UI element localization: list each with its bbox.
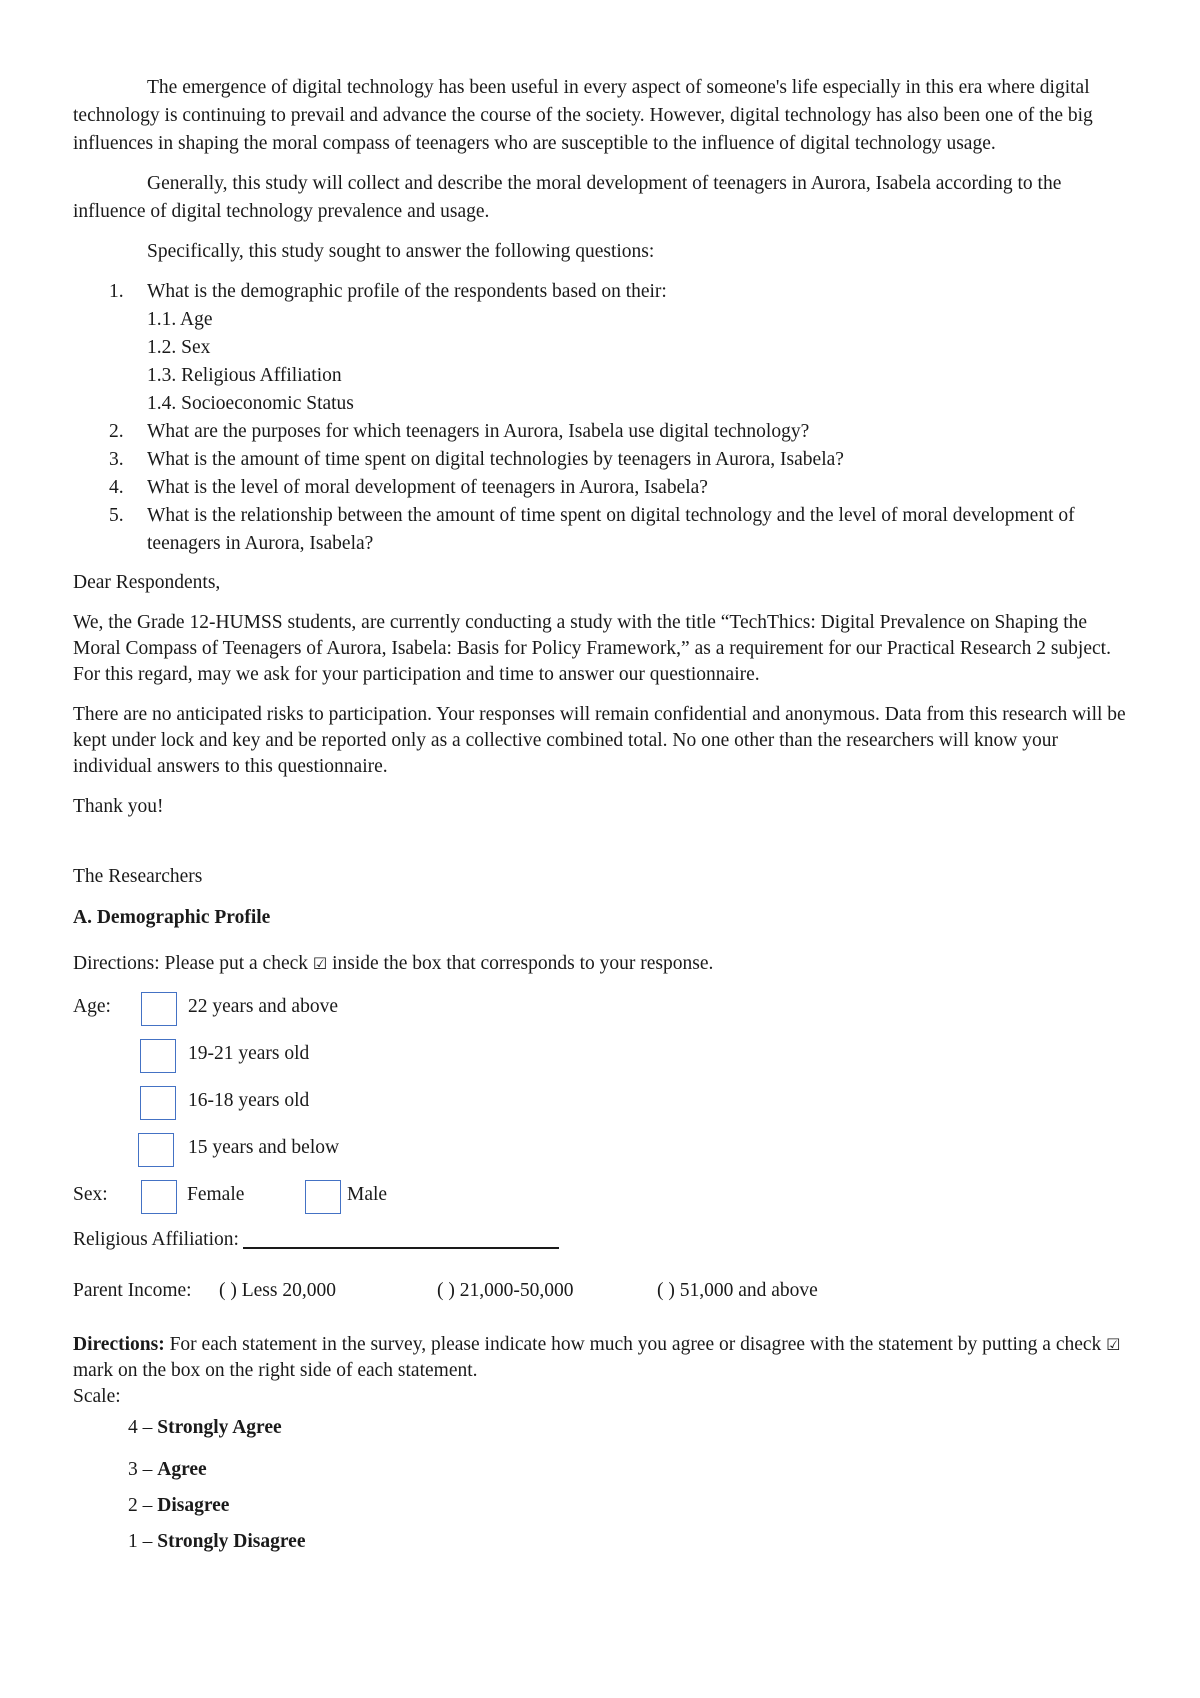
checkbox-icon: ☑ — [1106, 1335, 1121, 1354]
sex-option-male: Male — [347, 1184, 388, 1205]
religion-input-line[interactable] — [243, 1247, 559, 1249]
scale-item-3: 3 – Agree — [128, 1459, 207, 1480]
survey-directions — [73, 1332, 1133, 1410]
intro-paragraph-1: The emergence of digital technology has been useful in every aspect of someone's life especially in this era where digital technology is continuing to prevail and advance the course of the society. However, digital technology has also been one of the big influences in shaping the moral compass of teenagers who are susceptible to the influence of digital technology usage. — [73, 77, 1093, 154]
income-row — [73, 1280, 1133, 1332]
sex-checkbox-female[interactable] — [141, 1180, 177, 1214]
sex-row — [73, 1180, 1133, 1226]
age-row-4 — [73, 1133, 1133, 1180]
question-text: What is the amount of time spent on digital technologies by teenagers in Aurora, Isabela? — [147, 449, 844, 470]
age-option-label: 15 years and below — [188, 1137, 340, 1158]
age-label: Age: — [73, 996, 111, 1017]
question-number: 3. — [109, 449, 124, 470]
scale-item-1: 1 – Strongly Disagree — [128, 1531, 306, 1552]
intro-paragraph-2: Generally, this study will collect and describe the moral development of teenagers in Aurora, Isabela according to the influence of digital technology prevalence and usage. — [73, 173, 1062, 222]
age-row-2 — [73, 1039, 1133, 1086]
scale-label: Scale: — [73, 1386, 121, 1407]
age-row-3 — [73, 1086, 1133, 1133]
income-label: Parent Income: — [73, 1280, 192, 1301]
age-checkbox-22-above[interactable] — [141, 992, 177, 1026]
list-item — [73, 278, 1133, 418]
survey-directions-text: Directions: For each statement in the survey, please indicate how much you agree or disagree with the statement by putting a check ☑ mark on the box on the right side of each statement. — [73, 1334, 1121, 1381]
question-number: 4. — [109, 477, 124, 498]
letter-thanks: Thank you! — [73, 796, 164, 817]
list-item — [73, 446, 1133, 474]
religion-label: Religious Affiliation: — [73, 1229, 239, 1250]
intro-paragraph-3: Specifically, this study sought to answer the following questions: — [147, 241, 655, 262]
question-text: What is the demographic profile of the respondents based on their: — [147, 281, 667, 302]
age-option-label: 19-21 years old — [188, 1043, 310, 1064]
list-item — [73, 474, 1133, 502]
section-a-heading: A. Demographic Profile — [73, 907, 271, 928]
letter-greeting: Dear Respondents, — [73, 572, 221, 593]
age-checkbox-19-21[interactable] — [140, 1039, 176, 1073]
document-page — [73, 74, 1133, 1556]
age-checkbox-16-18[interactable] — [140, 1086, 176, 1120]
question-number: 5. — [109, 505, 124, 526]
question-text: What is the level of moral development of teenagers in Aurora, Isabela? — [147, 477, 708, 498]
question-text: What is the relationship between the amount of time spent on digital technology and the level of moral development of teenagers in Aurora, Isabela? — [147, 505, 1075, 554]
age-option-label: 22 years and above — [188, 996, 338, 1017]
directions-label: Directions: — [73, 1334, 165, 1355]
income-option-less-20000[interactable]: ( ) Less 20,000 — [219, 1280, 336, 1301]
research-questions-list — [73, 278, 1133, 558]
sex-option-female: Female — [187, 1184, 245, 1205]
sub-question-list — [147, 306, 1133, 418]
list-item — [73, 502, 1133, 558]
sub-item: 1.2. Sex — [147, 337, 211, 358]
scale-item-4: 4 – Strongly Agree — [128, 1417, 282, 1438]
letter-body-1: We, the Grade 12-HUMSS students, are currently conducting a study with the title “TechThics: Digital Prevalence on Shaping the Moral Compass of Teenagers of Aurora, Isabela: Basis for Policy Framework,” as a requirement for our Practical Research 2 subject. For this regard, may we ask for your participation and time to answer our questionnaire. — [73, 612, 1111, 685]
checkbox-icon: ☑ — [312, 954, 328, 973]
sex-checkbox-male[interactable] — [305, 1180, 341, 1214]
section-a-directions: Directions: Please put a check ☑ inside the box that corresponds to your response. — [73, 953, 714, 974]
question-text: What are the purposes for which teenagers in Aurora, Isabela use digital technology? — [147, 421, 810, 442]
sub-item: 1.3. Religious Affiliation — [147, 365, 342, 386]
sub-item: 1.1. Age — [147, 309, 213, 330]
income-option-21000-50000[interactable]: ( ) 21,000-50,000 — [437, 1280, 574, 1301]
question-number: 1. — [109, 281, 124, 302]
sub-item: 1.4. Socioeconomic Status — [147, 393, 354, 414]
age-row-1 — [73, 992, 1133, 1039]
age-checkbox-15-below[interactable] — [138, 1133, 174, 1167]
scale-item-2: 2 – Disagree — [128, 1495, 230, 1516]
letter-signature: The Researchers — [73, 866, 203, 887]
age-option-label: 16-18 years old — [188, 1090, 310, 1111]
letter-body-2: There are no anticipated risks to participation. Your responses will remain confidential and anonymous. Data from this research will be kept under lock and key and be reported only as a collective combined total. No one other than the researchers will know your individual answers to this questionnaire. — [73, 704, 1126, 777]
question-number: 2. — [109, 421, 124, 442]
sex-label: Sex: — [73, 1184, 108, 1205]
income-option-51000-above[interactable]: ( ) 51,000 and above — [657, 1280, 818, 1301]
cover-letter — [73, 570, 1133, 890]
list-item — [73, 418, 1133, 446]
religion-row — [73, 1226, 1133, 1254]
